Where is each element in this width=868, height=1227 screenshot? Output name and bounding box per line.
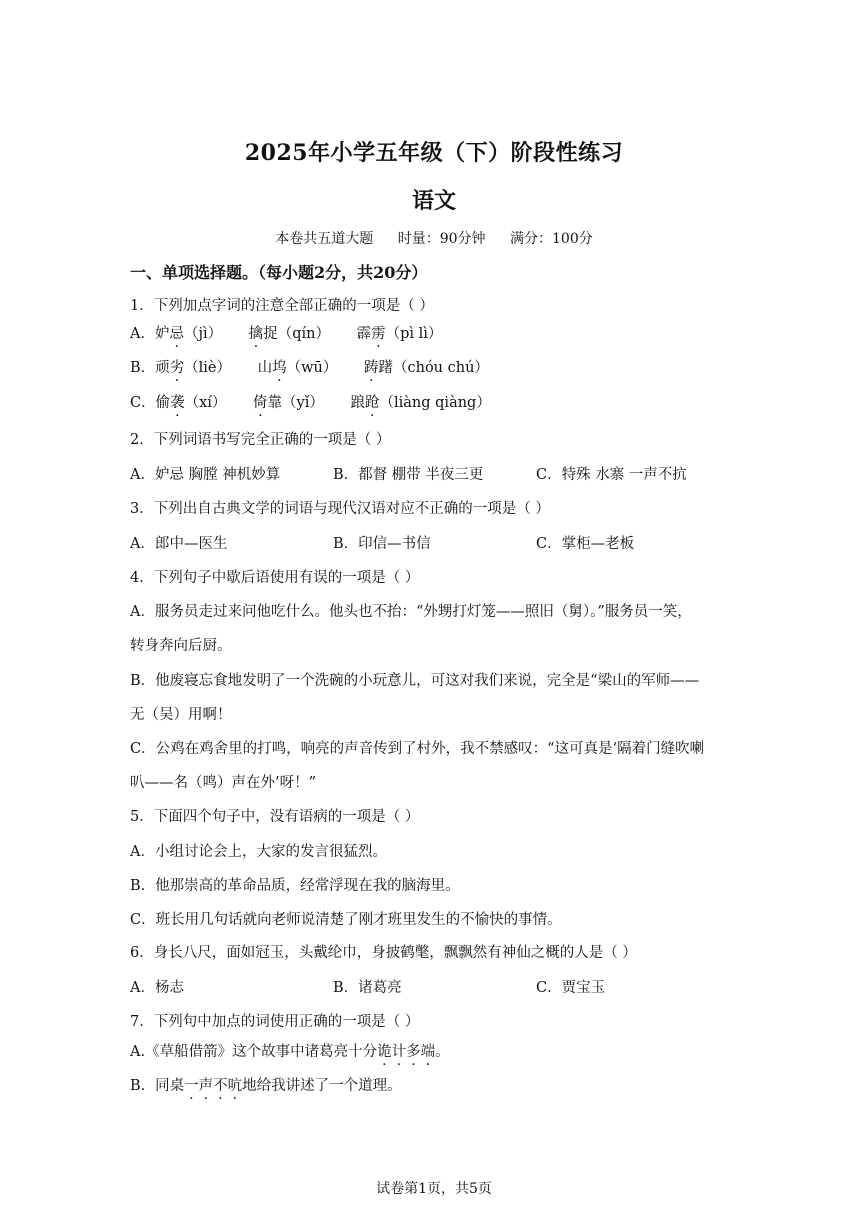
question-2-option-c: C．特殊 水寨 一声不抗 <box>536 467 687 483</box>
question-6-option-b: B．诸葛亮 <box>333 980 402 996</box>
question-6-option-a: A．杨志 <box>130 980 184 996</box>
question-3-option-b: B．印信—书信 <box>333 536 431 552</box>
exam-info-score: 满分：100分 <box>510 231 593 247</box>
question-6-stem: 6．身长八尺，面如冠玉，头戴纶巾，身披鹤氅，飘飘然有神仙之概的人是（ ） <box>130 945 637 961</box>
question-3-option-a: A．郎中—医生 <box>130 536 228 552</box>
question-2-option-b: B．都督 棚带 半夜三更 <box>333 467 484 483</box>
question-4-option-c-line2: 叭——名（鸣）声在外’呀！” <box>130 775 317 791</box>
exam-info-sections: 本卷共五道大题 <box>275 231 374 247</box>
question-2-option-a: A．妒忌 胸膛 神机妙算 <box>130 467 281 483</box>
question-4-option-b-line2: 无（吴）用啊！ <box>130 707 232 723</box>
question-1-option-a: A．妒忌（jì） 擒捉（qín） 霹雳（pì lì） <box>130 326 443 342</box>
question-4-option-a-line2: 转身奔向后厨。 <box>130 638 232 654</box>
question-1-stem: 1．下列加点字词的注意全部正确的一项是（ ） <box>130 298 434 314</box>
exam-title: 2025年小学五年级（下）阶段性练习 <box>244 140 624 166</box>
question-4-option-b-line1: B．他废寝忘食地发明了一个洗碗的小玩意儿，可这对我们来说，完全是“梁山的军师—— <box>130 673 700 689</box>
question-2-stem: 2．下列词语书写完全正确的一项是（ ） <box>130 432 391 448</box>
exam-info <box>0 228 868 248</box>
question-3-option-c: C．掌柜—老板 <box>536 536 635 552</box>
question-4-option-a-line1: A．服务员走过来问他吃什么。他头也不抬：“外甥打灯笼——照旧（舅）。”服务员一笑， <box>130 604 692 620</box>
question-6-option-c: C．贾宝玉 <box>536 980 606 996</box>
question-7-option-b: B．同桌一声不吭地给我讲述了一个道理。 <box>130 1078 402 1094</box>
exam-info-time: 时量：90分钟 <box>397 231 486 247</box>
section-heading: 一、单项选择题。（每小题2分，共20分） <box>130 263 428 282</box>
question-5-option-c: C．班长用几句话就向老师说清楚了刚才班里发生的不愉快的事情。 <box>130 912 562 928</box>
question-7-option-a: A.《草船借箭》这个故事中诸葛亮十分诡计多端。 <box>130 1044 450 1060</box>
question-5-stem: 5．下面四个句子中，没有语病的一项是（ ） <box>130 809 420 825</box>
question-1-option-c: C．偷袭（xí） 倚靠（yǐ） 踉跄（liàng qiàng） <box>130 395 491 411</box>
question-7-stem: 7．下列句中加点的词使用正确的一项是（ ） <box>130 1014 420 1030</box>
question-1-option-b: B．顽劣（liè） 山坞（wū） 踌躇（chóu chú） <box>130 360 489 376</box>
question-5-option-a: A．小组讨论会上，大家的发言很猛烈。 <box>130 844 387 860</box>
question-4-stem: 4．下列句子中歇后语使用有误的一项是（ ） <box>130 570 420 586</box>
subject-title: 语文 <box>411 188 456 214</box>
page-footer: 试卷第1页，共5页 <box>376 1181 492 1197</box>
question-5-option-b: B．他那崇高的革命品质，经常浮现在我的脑海里。 <box>130 878 460 894</box>
question-4-option-c-line1: C．公鸡在鸡舍里的打鸣，响亮的声音传到了村外，我不禁感叹：“这可真是‘隔着门缝吹喇 <box>130 741 705 757</box>
question-3-stem: 3．下列出自古典文学的词语与现代汉语对应不正确的一项是（ ） <box>130 501 550 517</box>
